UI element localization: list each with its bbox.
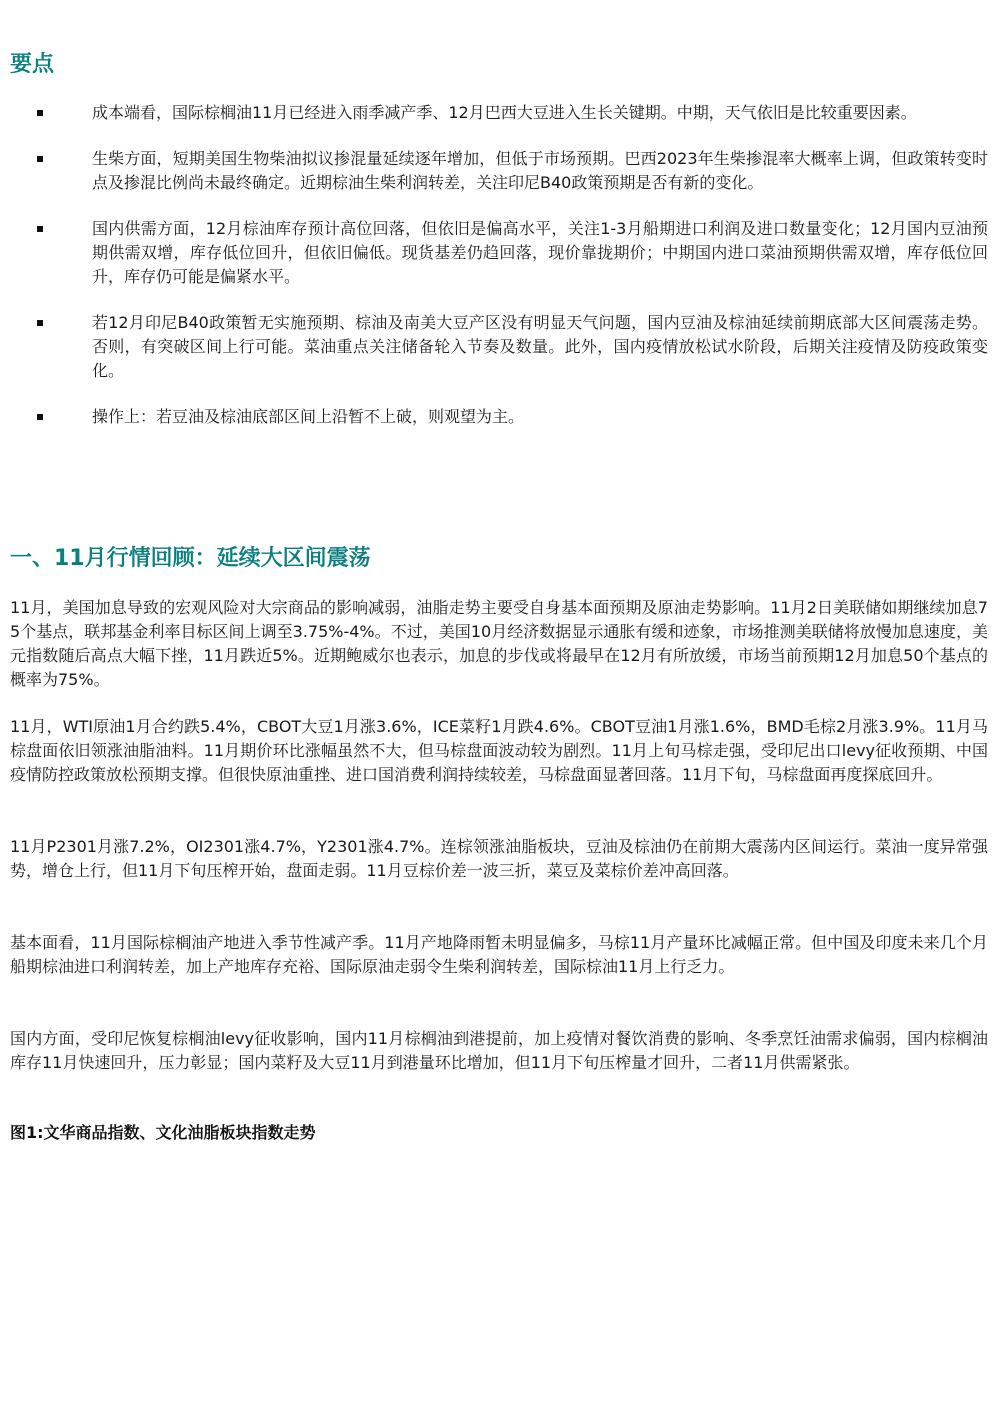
body-paragraph: 11月P2301月涨7.2%，OI2301涨4.7%，Y2301涨4.7%。连棕领涨油脂板块，豆油及棕油仍在前期大震荡内区间运行。菜油一度异常强势，增仓上行，但11月下旬压榨开始，盘面走弱。11月豆棕价差一波三折，菜豆及菜棕价差冲高回落。 [10,837,988,880]
section-1-heading: 一、11月行情回顾：延续大区间震荡 [10,546,371,571]
key-point-item [0,217,992,289]
square-bullet-icon [37,226,43,232]
body-paragraph: 国内方面，受印尼恢复棕榈油levy征收影响，国内11月棕榈油到港提前，加上疫情对餐饮消费的影响、冬季烹饪油需求偏弱，国内棕榈油库存11月快速回升，压力彰显；国内菜籽及大豆11月到港量环比增加，但11月下旬压榨量才回升，二者11月供需紧张。 [10,1029,988,1072]
square-bullet-icon [37,414,43,420]
body-paragraph: 基本面看，11月国际棕榈油产地进入季节性减产季。11月产地降雨暂未明显偏多，马棕11月产量环比减幅正常。但中国及印度未来几个月船期棕油进口利润转差，加上产地库存充裕、国际原油走弱令生柴利润转差，国际棕油11月上行乏力。 [10,933,988,976]
key-point-item [0,311,992,383]
square-bullet-icon [37,156,43,162]
key-point-text: 若12月印尼B40政策暂无实施预期、棕油及南美大豆产区没有明显天气问题，国内豆油及棕油延续前期底部大区间震荡走势。否则，有突破区间上行可能。菜油重点关注储备轮入节奏及数量。此外，国内疫情放松试水阶段，后期关注疫情及防疫政策变化。 [92,313,988,380]
figure-caption: 图1:文华商品指数、文化油脂板块指数走势 [10,1123,316,1142]
key-point-text: 成本端看，国际棕榈油11月已经进入雨季减产季、12月巴西大豆进入生长关键期。中期，天气依旧是比较重要因素。 [92,103,917,122]
body-paragraph: 11月，WTI原油1月合约跌5.4%，CBOT大豆1月涨3.6%，ICE菜籽1月跌4.6%。CBOT豆油1月涨1.6%，BMD毛棕2月涨3.9%。11月马棕盘面依旧领涨油脂油料。11月期价环比涨幅虽然不大，但马棕盘面波动较为剧烈。11月上旬马棕走强，受印尼出口levy征收预期、中国疫情防控政策放松预期支撑。但很快原油重挫、进口国消费利润持续较差，马棕盘面显著回落。11月下旬，马棕盘面再度探底回升。 [10,717,988,784]
key-point-item [0,405,992,429]
body-paragraph: 11月，美国加息导致的宏观风险对大宗商品的影响减弱，油脂走势主要受自身基本面预期及原油走势影响。11月2日美联储如期继续加息75个基点，联邦基金利率目标区间上调至3.75%-4%。不过，美国10月经济数据显示通胀有缓和迹象，市场推测美联储将放慢加息速度，美元指数随后高点大幅下挫，11月跌近5%。近期鲍威尔也表示，加息的步伐或将最早在12月有所放缓，市场当前预期12月加息50个基点的概率为75%。 [10,598,988,689]
square-bullet-icon [37,110,43,116]
square-bullet-icon [37,320,43,326]
key-point-text: 生柴方面，短期美国生物柴油拟议掺混量延续逐年增加，但低于市场预期。巴西2023年生柴掺混率大概率上调，但政策转变时点及掺混比例尚未最终确定。近期棕油生柴利润转差，关注印尼B40政策预期是否有新的变化。 [92,149,988,192]
key-points-heading: 要点 [10,52,55,77]
key-point-text: 国内供需方面，12月棕油库存预计高位回落，但依旧是偏高水平，关注1-3月船期进口利润及进口数量变化；12月国内豆油预期供需双增，库存低位回升，但依旧偏低。现货基差仍趋回落，现价靠拢期价；中期国内进口菜油预期供需双增，库存低位回升，库存仍可能是偏紧水平。 [92,219,988,286]
key-point-item [0,101,992,125]
key-points-list [0,101,992,429]
key-point-text: 操作上：若豆油及棕油底部区间上沿暂不上破，则观望为主。 [92,407,525,426]
key-point-item [0,147,992,195]
